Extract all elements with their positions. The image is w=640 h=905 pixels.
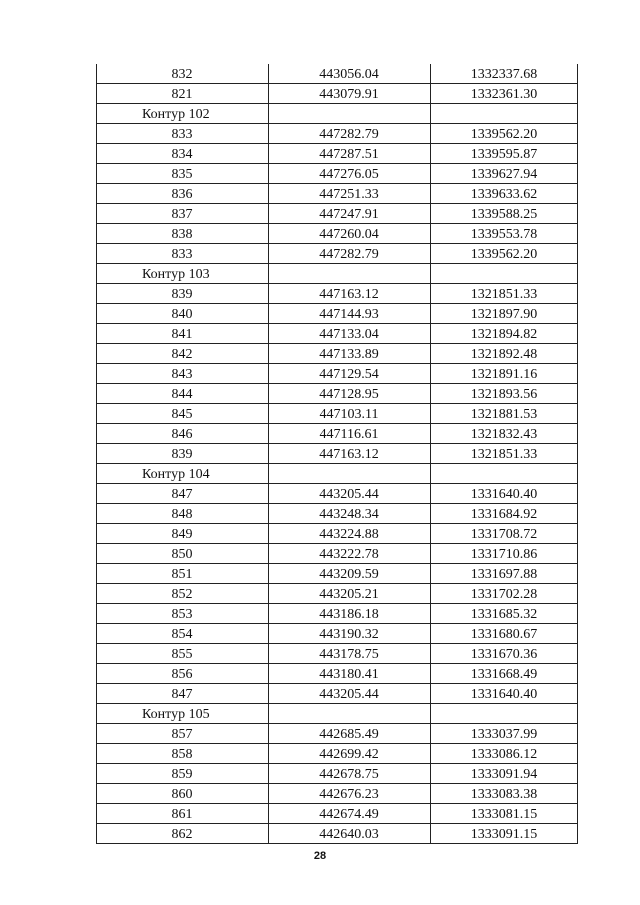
y-coordinate-cell: 1339553.78 — [470, 227, 538, 242]
y-coordinate-cell: 1333037.99 — [470, 727, 538, 742]
y-coordinate-cell: 1339627.94 — [470, 167, 538, 182]
contour-header-row — [96, 264, 578, 284]
x-coordinate-cell: 447133.89 — [319, 347, 379, 362]
x-coordinate-cell: 443190.32 — [319, 627, 379, 642]
x-coordinate-cell: 447163.12 — [319, 287, 379, 302]
x-coordinate-cell: 442676.23 — [319, 787, 379, 802]
table-row — [96, 404, 578, 424]
x-coordinate-cell: 443180.41 — [319, 667, 379, 682]
point-number-cell: 833 — [171, 247, 193, 262]
point-number-cell: 844 — [171, 387, 193, 402]
table-row — [96, 344, 578, 364]
y-coordinate-cell: 1331670.36 — [470, 647, 538, 662]
x-coordinate-cell: 447260.04 — [319, 227, 379, 242]
y-coordinate-cell: 1321892.48 — [470, 347, 538, 362]
contour-label: Контур 102 — [142, 107, 210, 122]
page-number: 28 — [313, 850, 327, 862]
table-row — [96, 284, 578, 304]
point-number-cell: 849 — [171, 527, 193, 542]
table-row — [96, 524, 578, 544]
y-coordinate-cell: 1331710.86 — [470, 547, 538, 562]
table-row — [96, 384, 578, 404]
point-number-cell: 839 — [171, 447, 193, 462]
y-coordinate-cell: 1331684.92 — [470, 507, 538, 522]
y-coordinate-cell: 1331708.72 — [470, 527, 538, 542]
empty-cell — [268, 464, 430, 484]
coordinates-table — [96, 64, 578, 852]
table-row — [96, 604, 578, 624]
table-row — [96, 184, 578, 204]
y-coordinate-cell: 1331640.40 — [470, 487, 538, 502]
point-number-cell: 858 — [171, 747, 193, 762]
point-number-cell: 842 — [171, 347, 193, 362]
x-coordinate-cell: 447287.51 — [319, 147, 379, 162]
point-number-cell: 845 — [171, 407, 193, 422]
y-coordinate-cell: 1339562.20 — [470, 247, 538, 262]
y-coordinate-cell: 1339595.87 — [470, 147, 538, 162]
point-number-cell: 861 — [171, 807, 193, 822]
point-number-cell: 840 — [171, 307, 193, 322]
table-row — [96, 504, 578, 524]
table-row — [96, 164, 578, 184]
contour-label: Контур 103 — [142, 267, 210, 282]
x-coordinate-cell: 447282.79 — [319, 247, 379, 262]
table-row — [96, 84, 578, 104]
column-divider — [268, 64, 269, 844]
point-number-cell: 857 — [171, 727, 193, 742]
y-coordinate-cell: 1321891.16 — [470, 367, 538, 382]
column-divider — [430, 64, 431, 844]
x-coordinate-cell: 447282.79 — [319, 127, 379, 142]
y-coordinate-cell: 1321897.90 — [470, 307, 538, 322]
x-coordinate-cell: 442685.49 — [319, 727, 379, 742]
empty-cell — [268, 704, 430, 724]
table-row — [96, 484, 578, 504]
y-coordinate-cell: 1321881.53 — [470, 407, 538, 422]
x-coordinate-cell: 447116.61 — [319, 427, 379, 442]
table-row — [96, 684, 578, 704]
y-coordinate-cell: 1321832.43 — [470, 427, 538, 442]
x-coordinate-cell: 447251.33 — [319, 187, 379, 202]
x-coordinate-cell: 443205.44 — [319, 487, 379, 502]
table-row — [96, 204, 578, 224]
x-coordinate-cell: 442699.42 — [319, 747, 379, 762]
point-number-cell: 821 — [171, 87, 193, 102]
x-coordinate-cell: 443209.59 — [319, 567, 379, 582]
table-row — [96, 724, 578, 744]
x-coordinate-cell: 443056.04 — [319, 67, 379, 82]
x-coordinate-cell: 442674.49 — [319, 807, 379, 822]
x-coordinate-cell: 447133.04 — [319, 327, 379, 342]
x-coordinate-cell: 443205.44 — [319, 687, 379, 702]
y-coordinate-cell: 1331685.32 — [470, 607, 538, 622]
table-row — [96, 564, 578, 584]
y-coordinate-cell: 1321851.33 — [470, 287, 538, 302]
y-coordinate-cell: 1321894.82 — [470, 327, 538, 342]
x-coordinate-cell: 442640.03 — [319, 827, 379, 842]
table-row — [96, 664, 578, 684]
point-number-cell: 847 — [171, 487, 193, 502]
point-number-cell: 846 — [171, 427, 193, 442]
y-coordinate-cell: 1333083.38 — [470, 787, 538, 802]
point-number-cell: 841 — [171, 327, 193, 342]
y-coordinate-cell: 1339588.25 — [470, 207, 538, 222]
x-coordinate-cell: 447128.95 — [319, 387, 379, 402]
y-coordinate-cell: 1331680.67 — [470, 627, 538, 642]
point-number-cell: 854 — [171, 627, 193, 642]
point-number-cell: 847 — [171, 687, 193, 702]
contour-label: Контур 104 — [142, 467, 210, 482]
table-left-border — [96, 64, 97, 844]
x-coordinate-cell: 447247.91 — [319, 207, 379, 222]
table-row — [96, 784, 578, 804]
empty-cell — [268, 104, 430, 124]
y-coordinate-cell: 1331702.28 — [470, 587, 538, 602]
point-number-cell: 862 — [171, 827, 193, 842]
x-coordinate-cell: 443178.75 — [319, 647, 379, 662]
point-number-cell: 853 — [171, 607, 193, 622]
table-row — [96, 364, 578, 384]
y-coordinate-cell: 1332337.68 — [470, 67, 538, 82]
table-row — [96, 624, 578, 644]
table-row — [96, 764, 578, 784]
x-coordinate-cell: 443248.34 — [319, 507, 379, 522]
y-coordinate-cell: 1321851.33 — [470, 447, 538, 462]
y-coordinate-cell: 1333091.94 — [470, 767, 538, 782]
y-coordinate-cell: 1331640.40 — [470, 687, 538, 702]
x-coordinate-cell: 447144.93 — [319, 307, 379, 322]
point-number-cell: 832 — [171, 67, 193, 82]
table-row — [96, 324, 578, 344]
point-number-cell: 848 — [171, 507, 193, 522]
y-coordinate-cell: 1333086.12 — [470, 747, 538, 762]
point-number-cell: 856 — [171, 667, 193, 682]
point-number-cell: 837 — [171, 207, 193, 222]
point-number-cell: 834 — [171, 147, 193, 162]
point-number-cell: 836 — [171, 187, 193, 202]
y-coordinate-cell: 1331668.49 — [470, 667, 538, 682]
x-coordinate-cell: 447276.05 — [319, 167, 379, 182]
empty-cell — [268, 264, 430, 284]
point-number-cell: 852 — [171, 587, 193, 602]
table-row — [96, 144, 578, 164]
contour-header-row — [96, 104, 578, 124]
table-row — [96, 224, 578, 244]
x-coordinate-cell: 447163.12 — [319, 447, 379, 462]
contour-header-row — [96, 464, 578, 484]
point-number-cell: 835 — [171, 167, 193, 182]
point-number-cell: 838 — [171, 227, 193, 242]
table-row — [96, 544, 578, 564]
y-coordinate-cell: 1333091.15 — [470, 827, 538, 842]
point-number-cell: 833 — [171, 127, 193, 142]
table-row — [96, 584, 578, 604]
x-coordinate-cell: 443224.88 — [319, 527, 379, 542]
contour-header-row — [96, 704, 578, 724]
table-row — [96, 824, 578, 844]
table-right-border — [577, 64, 578, 844]
x-coordinate-cell: 443222.78 — [319, 547, 379, 562]
point-number-cell: 855 — [171, 647, 193, 662]
point-number-cell: 839 — [171, 287, 193, 302]
x-coordinate-cell: 447129.54 — [319, 367, 379, 382]
x-coordinate-cell: 443205.21 — [319, 587, 379, 602]
y-coordinate-cell: 1321893.56 — [470, 387, 538, 402]
x-coordinate-cell: 443186.18 — [319, 607, 379, 622]
x-coordinate-cell: 442678.75 — [319, 767, 379, 782]
table-row — [96, 804, 578, 824]
table-row — [96, 64, 578, 84]
y-coordinate-cell: 1333081.15 — [470, 807, 538, 822]
table-row — [96, 644, 578, 664]
y-coordinate-cell: 1339633.62 — [470, 187, 538, 202]
y-coordinate-cell: 1331697.88 — [470, 567, 538, 582]
point-number-cell: 843 — [171, 367, 193, 382]
point-number-cell: 860 — [171, 787, 193, 802]
x-coordinate-cell: 443079.91 — [319, 87, 379, 102]
table-row — [96, 244, 578, 264]
y-coordinate-cell: 1332361.30 — [470, 87, 538, 102]
table-row — [96, 744, 578, 764]
x-coordinate-cell: 447103.11 — [319, 407, 379, 422]
table-row — [96, 444, 578, 464]
contour-label: Контур 105 — [142, 707, 210, 722]
table-row — [96, 304, 578, 324]
point-number-cell: 851 — [171, 567, 193, 582]
point-number-cell: 859 — [171, 767, 193, 782]
y-coordinate-cell: 1339562.20 — [470, 127, 538, 142]
table-row — [96, 424, 578, 444]
table-row — [96, 124, 578, 144]
point-number-cell: 850 — [171, 547, 193, 562]
